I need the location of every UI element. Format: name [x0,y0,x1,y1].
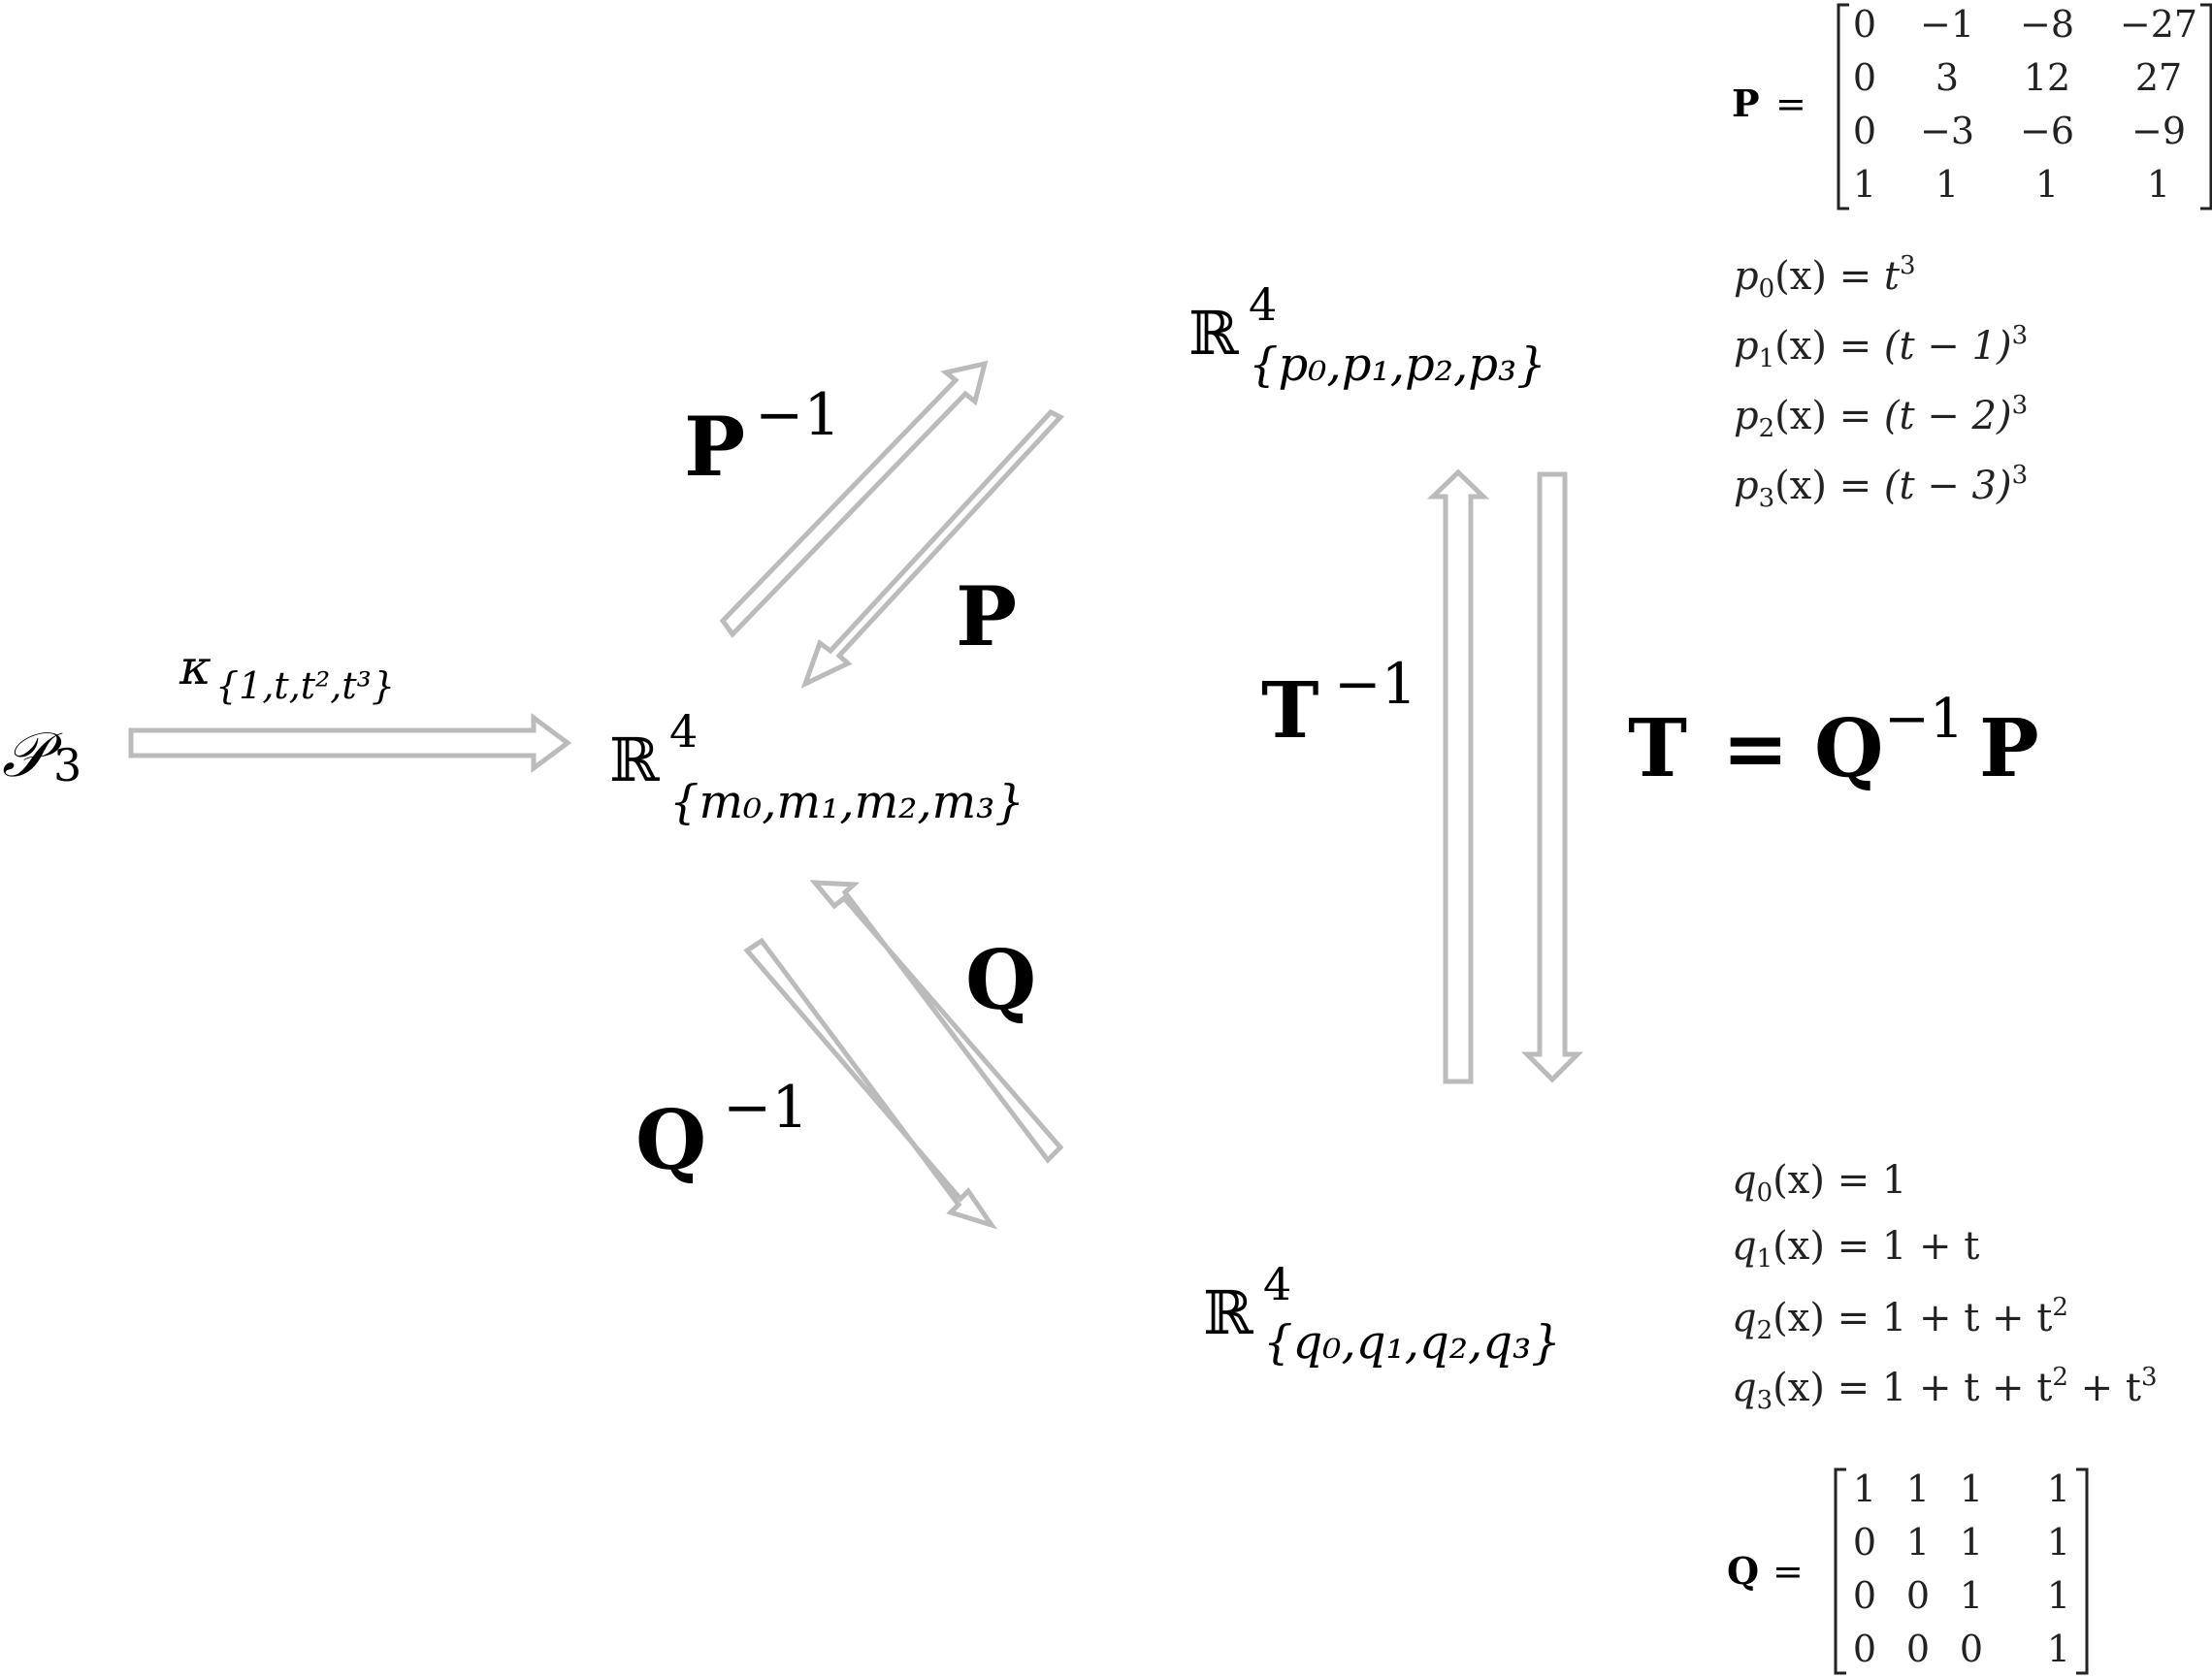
label-q-inverse [635,1074,808,1188]
label-p-inverse [684,381,840,495]
q-matrix-cell: 0 [1852,1574,1877,1617]
p-arrow [805,412,1060,684]
q-matrix-cell: 1 [2046,1628,2071,1670]
label-kappa [179,639,395,707]
t-inverse-arrow [1433,472,1483,1081]
p-matrix-cell: 27 [2134,56,2183,99]
kappa-main: κ [179,639,211,695]
q-inverse-main: Q [635,1092,707,1188]
p-matrix-cell: 1 [2034,163,2060,206]
q-basis-item: $q_3(x) = 1 + t + t^2 + t^3$ [1732,1363,2158,1415]
p-basis-item: $p_1(x) = (t - 1)^3$ [1734,321,2029,373]
p-matrix [1732,3,2211,209]
p-basis-list [1734,251,2028,513]
q-matrix-cell: 1 [2046,1574,2071,1617]
p-main: P [956,568,1018,664]
q-main: Q [965,932,1037,1028]
monomial-space-main: ℝ [609,725,660,795]
t-formula-sup: −1 [1884,688,1965,751]
p-matrix-cell: 1 [2146,163,2171,206]
p-matrix-cell: −27 [2119,3,2198,46]
t-inverse-main: T [1261,664,1319,756]
p-matrix-cell: −6 [2019,110,2075,152]
q-matrix-cell: 1 [1959,1467,1984,1510]
q-matrix-cell: 1 [1852,1467,1877,1510]
p-basis-item: $p_2(x) = (t - 2)^3$ [1734,391,2029,443]
label-q [965,932,1036,1028]
t-formula-lhs: T [1628,702,1688,795]
t-formula-eq: = [1722,702,1789,795]
q-matrix-cell: 1 [2046,1467,2071,1510]
t-inverse-sup: −1 [1334,651,1417,717]
p-inverse-sup: −1 [755,381,841,449]
q-basis-item: $q_2(x) = 1 + t + t^2$ [1732,1293,2068,1345]
p-matrix-eq: = [1775,82,1806,125]
q-inverse-sup: −1 [723,1074,809,1142]
q-matrix-cell: 1 [1905,1467,1931,1510]
p-matrix-right-bracket [2200,5,2211,209]
q-basis-item: $q_0(x) = 1$ [1732,1158,1907,1208]
p-inverse-main: P [684,399,746,495]
p3-main: 𝒫 [2,720,48,791]
q-basis-list [1732,1158,2157,1415]
p-matrix-cell: −8 [2019,3,2075,46]
p-matrix-cell: 0 [1852,110,1877,152]
q-basis-item: $q_1(x) = 1 + t$ [1732,1224,1980,1274]
q-matrix-cell: 0 [1852,1628,1877,1670]
t-formula-q: Q [1814,702,1884,795]
q-matrix-right-bracket [2076,1469,2087,1673]
p-basis-item: $p_3(x) = (t - 3)^3$ [1734,461,2029,513]
node-monomial-space [609,705,1025,829]
node-p3 [2,720,81,791]
q-matrix-left-bracket [1836,1469,1846,1673]
p-matrix-left-bracket [1838,5,1849,209]
q-matrix-cell: 0 [1852,1521,1877,1564]
p-matrix-cell: 12 [2023,56,2071,99]
label-t-inverse [1261,651,1417,756]
p-matrix-cell: −9 [2131,110,2187,152]
q-matrix-name: Q [1727,1549,1760,1593]
q-matrix-cell: 1 [1905,1521,1931,1564]
p-matrix-cell: 1 [1852,163,1877,206]
q-matrix-cell: 1 [1959,1574,1984,1617]
p-space-sub: {p₀,p₁,p₂,p₃} [1249,338,1546,392]
p-basis-item: $p_0(x) = t^3$ [1734,251,1916,304]
q-space-sup: 4 [1263,1258,1292,1310]
q-matrix [1727,1467,2087,1673]
monomial-space-sub: {m₀,m₁,m₂,m₃} [669,775,1025,829]
p-matrix-cell: 0 [1852,56,1877,99]
p-matrix-cell: 3 [1935,56,1960,99]
q-matrix-cell: 1 [1959,1521,1984,1564]
q-matrix-cell: 0 [1905,1628,1931,1670]
p-space-main: ℝ [1188,298,1239,369]
kappa-arrow [131,718,568,768]
q-space-sub: {q₀,q₁,q₂,q₃} [1263,1315,1561,1370]
node-p-space [1188,278,1546,392]
q-space-main: ℝ [1203,1277,1253,1348]
monomial-space-sup: 4 [669,705,699,758]
q-matrix-eq: = [1773,1550,1804,1593]
p3-sub: 3 [53,739,82,791]
p-matrix-cell: 1 [1935,163,1960,206]
t-arrow [1527,474,1578,1080]
label-p [956,568,1017,664]
label-t-formula [1628,688,2039,795]
t-formula-p: P [1979,702,2039,795]
q-matrix-cell: 0 [1959,1628,1984,1670]
q-matrix-cell: 1 [2046,1521,2071,1564]
p-matrix-name: P [1732,81,1760,125]
q-matrix-cell: 0 [1905,1574,1931,1617]
p-space-sup: 4 [1249,278,1278,331]
node-q-space [1203,1258,1561,1370]
p-matrix-cell: −1 [1919,3,1975,46]
kappa-sub: {1,t,t²,t³} [215,664,396,707]
p-matrix-cell: 0 [1852,3,1877,46]
p-matrix-cell: −3 [1919,110,1975,152]
